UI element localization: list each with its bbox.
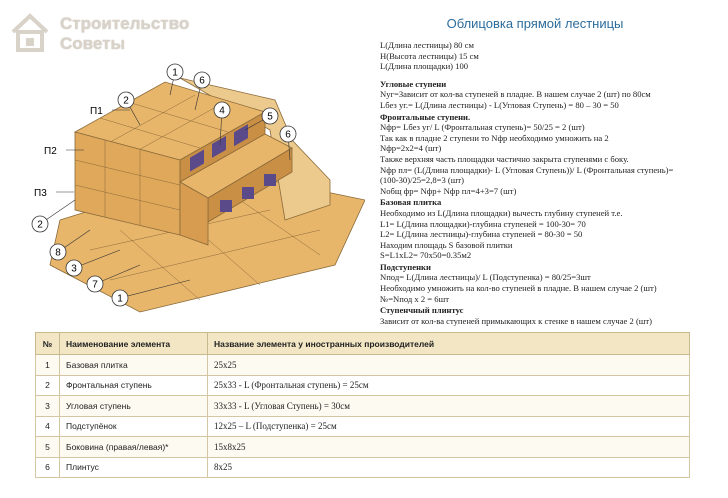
stair-diagram <box>30 50 365 320</box>
text-line: Nфр= Lбез уг/ L (Фронтальная ступень)= 50/25 = 2 (шт) <box>380 122 585 133</box>
header-number: № <box>36 333 60 355</box>
header-element-name: Наименование элемента <box>60 333 208 355</box>
callout-number: 7 <box>92 279 98 291</box>
row-element-name: Боковина (правая/левая)* <box>60 437 208 458</box>
table-row <box>36 375 690 396</box>
row-number: 6 <box>36 457 60 478</box>
text-line: Lбез уг.= L(Длина лестницы) - L(Угловая Ступень) = 80 – 30 = 50 <box>380 99 619 110</box>
header-foreign-name: Название элемента у иностранных производителей <box>208 333 690 355</box>
elements-table <box>35 332 690 478</box>
callout-number: 3 <box>71 263 77 275</box>
logo-text <box>60 14 189 54</box>
section-heading: Фронтальные ступени. <box>380 111 471 122</box>
row-element-name: Плинтус <box>60 457 208 478</box>
text-line: Nобщ фр= Nфр+ Nфр пл=4+3=7 (шт) <box>380 185 517 196</box>
row-number: 2 <box>36 375 60 396</box>
table-header-row <box>36 333 690 355</box>
table-row <box>36 457 690 478</box>
spacer <box>380 72 725 78</box>
table-row <box>36 437 690 458</box>
text-line: Необходимо из L(Длина площадки) вычесть глубину ступеней т.е. <box>380 207 623 218</box>
row-element-name: Фронтальная ступень <box>60 375 208 396</box>
callout-number: 1 <box>172 67 178 79</box>
row-foreign-name: 25x25 <box>208 355 690 376</box>
text-line: Находим площадь S базовой плитки <box>380 239 513 250</box>
row-foreign-name: 25x33 - L (Фронтальная ступень) = 25см <box>208 375 690 396</box>
row-foreign-name: 12x25 – L (Подступенка) = 25см <box>208 416 690 437</box>
row-number: 3 <box>36 396 60 417</box>
text-line: Nфр=2х2=4 (шт) <box>380 143 442 154</box>
text-line: Так как в пладне 2 ступени то Nфр необходимо умножить на 2 <box>380 132 609 143</box>
text-line: L1= L(Длина площадки)-глубина ступеней = 100-30= 70 <box>380 218 586 229</box>
lower-riser-decor-2 <box>242 187 254 199</box>
section-heading: Ступенчный плинтус <box>380 305 464 316</box>
text-line: Nфр пл= (L(Длина площадки)- L (Угловая Ступень))/ L (Фронтальная ступень)= <box>380 164 674 175</box>
callout-number: 6 <box>285 129 291 141</box>
row-number: 5 <box>36 437 60 458</box>
text-line: L(Длина лестницы) 80 см <box>380 40 474 50</box>
callout-number: 4 <box>219 105 225 117</box>
text-line: Необходимо умножить на кол-во ступеней в пладне. В нашем случае 2 (шт) <box>380 283 657 294</box>
text-line: №=Nпод х 2 = 6шт <box>380 293 449 304</box>
section-heading: Подступенки <box>380 261 431 272</box>
table-row <box>36 416 690 437</box>
table-row <box>36 396 690 417</box>
dimension-label: П1 <box>90 106 103 117</box>
text-line: H(Высота лестницы) 15 см <box>380 50 479 61</box>
calculation-text <box>380 40 725 326</box>
text-line: L2= L(Длина лестницы)-глубина ступеней = 80-30 = 50 <box>380 229 583 240</box>
callout-number: 1 <box>117 293 123 305</box>
text-line: L(Длина площадки) 100 <box>380 61 469 72</box>
callout-number: 6 <box>199 75 205 87</box>
callout-number: 2 <box>123 95 129 107</box>
text-line: S=L1xL2= 70х50=0.35м2 <box>380 250 472 261</box>
page-title: Облицовка прямой лестницы <box>446 16 624 31</box>
section-heading: Базовая плитка <box>380 197 442 208</box>
lower-riser-decor-1 <box>220 200 232 212</box>
callout-number: 5 <box>267 111 273 123</box>
row-element-name: Подступёнок <box>60 416 208 437</box>
row-foreign-name: 33x33 - L (Угловая Ступень) = 30см <box>208 396 690 417</box>
house-icon <box>10 12 50 54</box>
section-heading: Угловые ступени <box>380 78 447 89</box>
text-line: Зависит от кол-ва ступеней примыкающих к стенке в нашем случае 2 (шт) <box>380 315 653 326</box>
text-line: Также верхняя часть площадки частично закрыта ступенями с боку. <box>380 153 629 164</box>
row-number: 1 <box>36 355 60 376</box>
callout-number: 2 <box>37 219 43 231</box>
row-element-name: Угловая ступень <box>60 396 208 417</box>
dimension-label: П2 <box>44 146 57 157</box>
row-number: 4 <box>36 416 60 437</box>
text-line: Nпод= L(Длина лестницы)/ L (Подступенка) = 80/25=3шт <box>380 272 591 283</box>
logo-line-1: Строительство <box>60 14 190 33</box>
row-foreign-name: 15x8x25 <box>208 437 690 458</box>
logo-line-2: Советы <box>60 34 125 53</box>
dimension-label: П3 <box>34 188 47 199</box>
text-line: (100-30)/25=2,8=3 (шт) <box>380 175 465 186</box>
row-element-name: Базовая плитка <box>60 355 208 376</box>
table-row <box>36 355 690 376</box>
row-foreign-name: 8x25 <box>208 457 690 478</box>
text-line: Nуг=Зависит от кол-ва ступеней в пладне. В нашем случае 2 (шт) по 80см <box>380 89 651 100</box>
callout-number: 8 <box>55 247 61 259</box>
lower-riser-decor-3 <box>264 174 276 186</box>
